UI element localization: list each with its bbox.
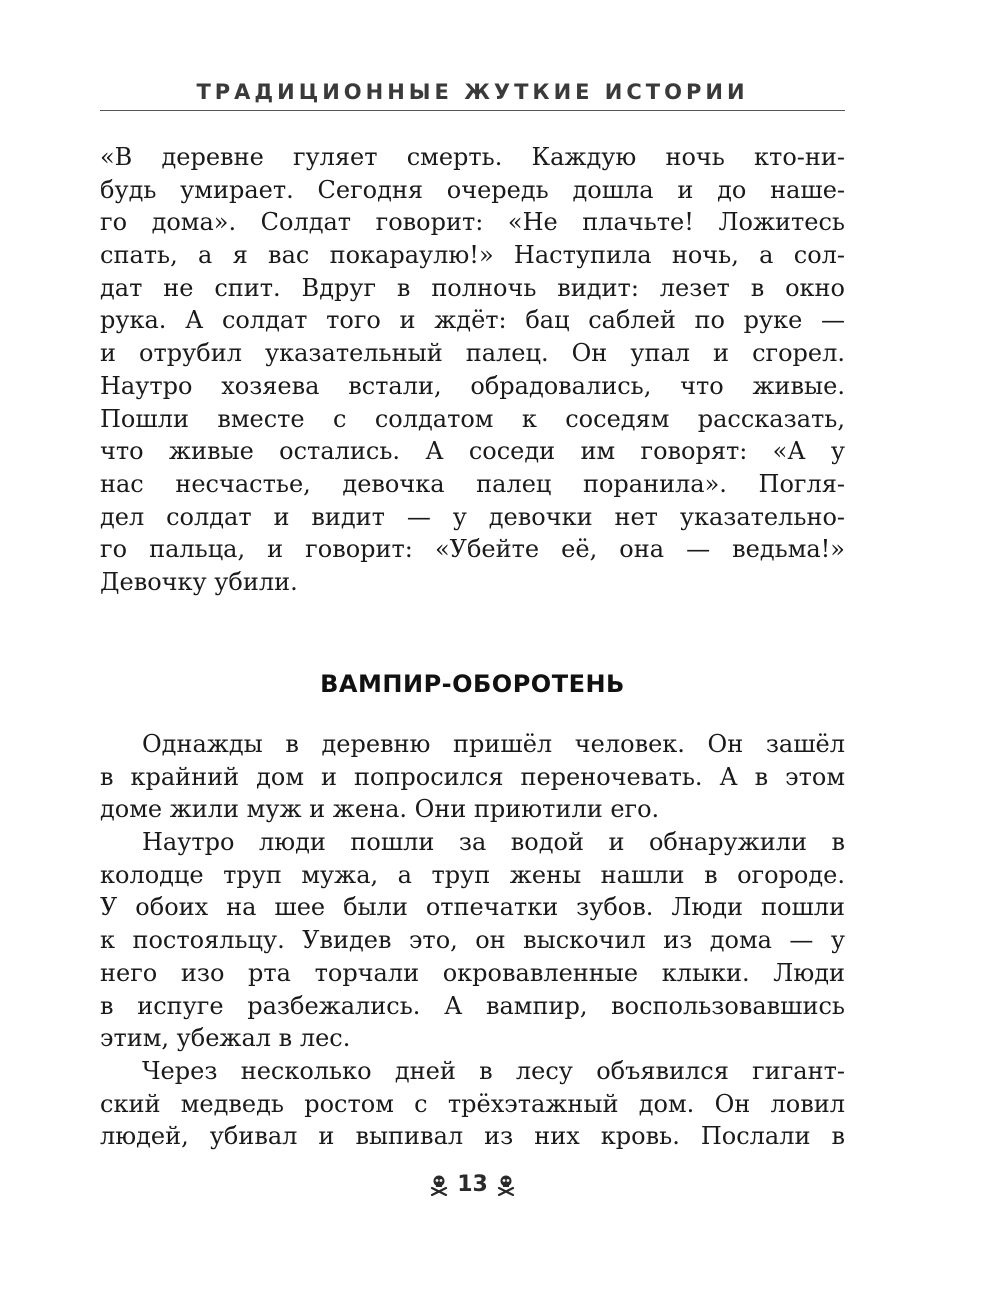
text-line: него изо рта торчали окровавленные клыки. Люди (100, 958, 845, 987)
text-line: Наутро люди пошли за водой и обнаружили в (142, 828, 845, 857)
page-footer (100, 1172, 845, 1197)
text-line: Девочку убили. (100, 567, 298, 596)
text-line: го дома». Солдат говорит: «Не плачьте! Ложитесь (100, 208, 845, 237)
text-line: го пальца, и говорит: «Убейте её, она — ведьма!» (100, 535, 845, 564)
chapter-title: ВАМПИР-ОБОРОТЕНЬ (320, 670, 625, 698)
text-line: доме жили муж и жена. Они приютили его. (100, 795, 660, 824)
text-line: что живые остались. А соседи им говорят: «А у (100, 437, 845, 466)
text-line: дат не спит. Вдруг в полночь видит: лезет в окно (100, 273, 845, 302)
header-divider (100, 110, 845, 111)
text-line: будь умирает. Сегодня очередь дошла и до наше- (100, 175, 845, 204)
text-line: Через несколько дней в лесу объявился гигант- (142, 1056, 845, 1085)
text-line: ский медведь ростом с трёхэтажный дом. Он ловил (100, 1089, 845, 1118)
text-line: У обоих на шее были отпечатки зубов. Люди пошли (100, 893, 845, 922)
text-line: спать, а я вас покараулю!» Наступила ночь, а сол- (100, 241, 845, 270)
text-line: нас несчастье, девочка палец поранила». Погля- (100, 469, 845, 498)
text-line: в крайний дом и попросился переночевать. А в этом (100, 762, 845, 791)
text-line: дел солдат и видит — у девочки нет указательно- (100, 502, 845, 531)
text-line: в испуге разбежались. А вампир, воспользовавшись (100, 991, 845, 1020)
text-line: «В деревне гуляет смерть. Каждую ночь кто-ни- (100, 143, 845, 171)
text-line: и отрубил указательный палец. Он упал и сгорел. (100, 339, 845, 368)
text-line: Наутро хозяева встали, обрадовались, что живые. (100, 371, 845, 400)
page-number: 13 (457, 1172, 488, 1197)
text-line: рука. А солдат того и ждёт: бац саблей по руке — (100, 306, 845, 335)
text-line: людей, убивал и выпивал из них кровь. Послали в (100, 1122, 845, 1151)
story-continuation (100, 141, 845, 599)
text-line: колодце труп мужа, а труп жены нашли в огороде. (100, 860, 845, 889)
skull-crossbones-icon (429, 1174, 449, 1196)
text-line: к постояльцу. Увидев это, он выскочил из дома — у (100, 926, 845, 955)
story-body (100, 728, 845, 1153)
skull-crossbones-icon (496, 1174, 516, 1196)
text-line: этим, убежал в лес. (100, 1024, 351, 1053)
text-line: Пошли вместе с солдатом к соседям рассказать, (100, 404, 845, 433)
running-header: ТРАДИЦИОННЫЕ ЖУТКИЕ ИСТОРИИ (196, 80, 749, 104)
text-line: Однажды в деревню пришёл человек. Он зашёл (142, 730, 845, 758)
